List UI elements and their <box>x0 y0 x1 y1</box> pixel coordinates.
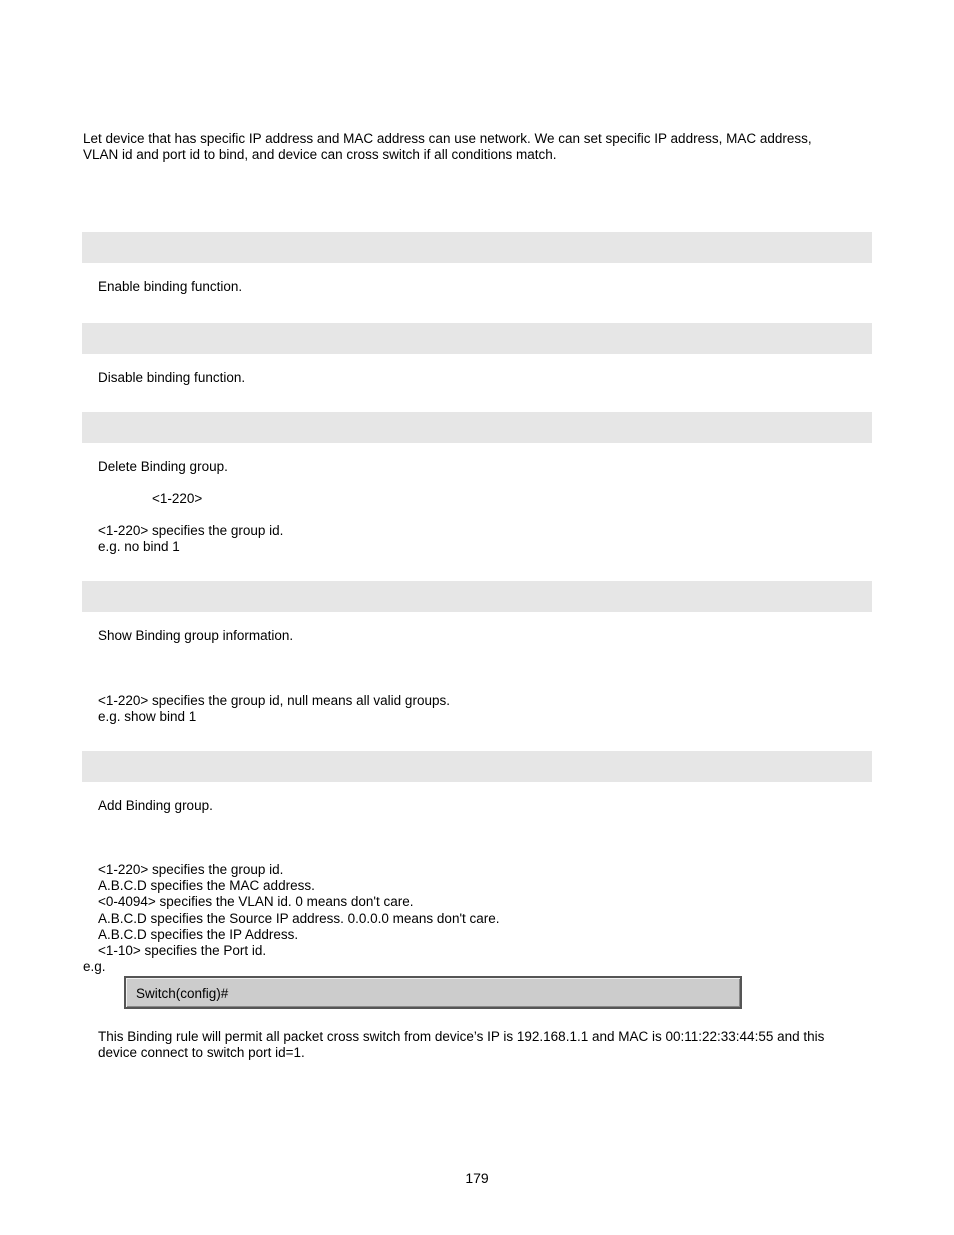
no-bind-description: Delete Binding group. <box>98 459 228 474</box>
command-header-bar-enable <box>82 232 872 263</box>
no-bind-example: e.g. no bind 1 <box>98 539 180 554</box>
show-bind-description: Show Binding group information. <box>98 628 294 643</box>
enable-description: Enable binding function. <box>98 279 243 294</box>
no-bind-param: <1-220> <box>152 491 203 506</box>
add-bind-note-line-1: This Binding rule will permit all packet cross switch from device’s IP is 192.168.1.1 and MAC is 00:11:22:33:44:55 and this <box>98 1029 825 1044</box>
add-bind-param: A.B.C.D specifies the Source IP address. 0.0.0.0 means don't care. <box>98 911 500 926</box>
add-bind-note-line-2: device connect to switch port id=1. <box>98 1045 305 1060</box>
add-bind-param: <1-220> specifies the group id. <box>98 862 284 877</box>
command-header-bar-show-bind <box>82 581 872 612</box>
intro-line-1: Let device that has specific IP address and MAC address can use network. We can set specific IP address, MAC address, <box>83 131 812 146</box>
command-example-box <box>124 976 742 1009</box>
command-header-bar-disable <box>82 323 872 354</box>
page-number: 179 <box>465 1170 489 1186</box>
intro-line-2: VLAN id and port id to bind, and device can cross switch if all conditions match. <box>83 147 557 162</box>
no-bind-param-desc: <1-220> specifies the group id. <box>98 523 284 538</box>
show-bind-example: e.g. show bind 1 <box>98 709 197 724</box>
command-header-bar-add-bind <box>82 751 872 782</box>
add-bind-param: <0-4094> specifies the VLAN id. 0 means don't care. <box>98 894 414 909</box>
add-bind-description: Add Binding group. <box>98 798 213 813</box>
disable-description: Disable binding function. <box>98 370 246 385</box>
command-header-bar-no-bind <box>82 412 872 443</box>
add-bind-example-label: e.g. <box>83 959 106 974</box>
add-bind-param: A.B.C.D specifies the IP Address. <box>98 927 299 942</box>
add-bind-param: <1-10> specifies the Port id. <box>98 943 267 958</box>
command-prompt-text: Switch(config)# <box>136 986 229 1001</box>
show-bind-param-desc: <1-220> specifies the group id, null means all valid groups. <box>98 693 450 708</box>
add-bind-param: A.B.C.D specifies the MAC address. <box>98 878 315 893</box>
